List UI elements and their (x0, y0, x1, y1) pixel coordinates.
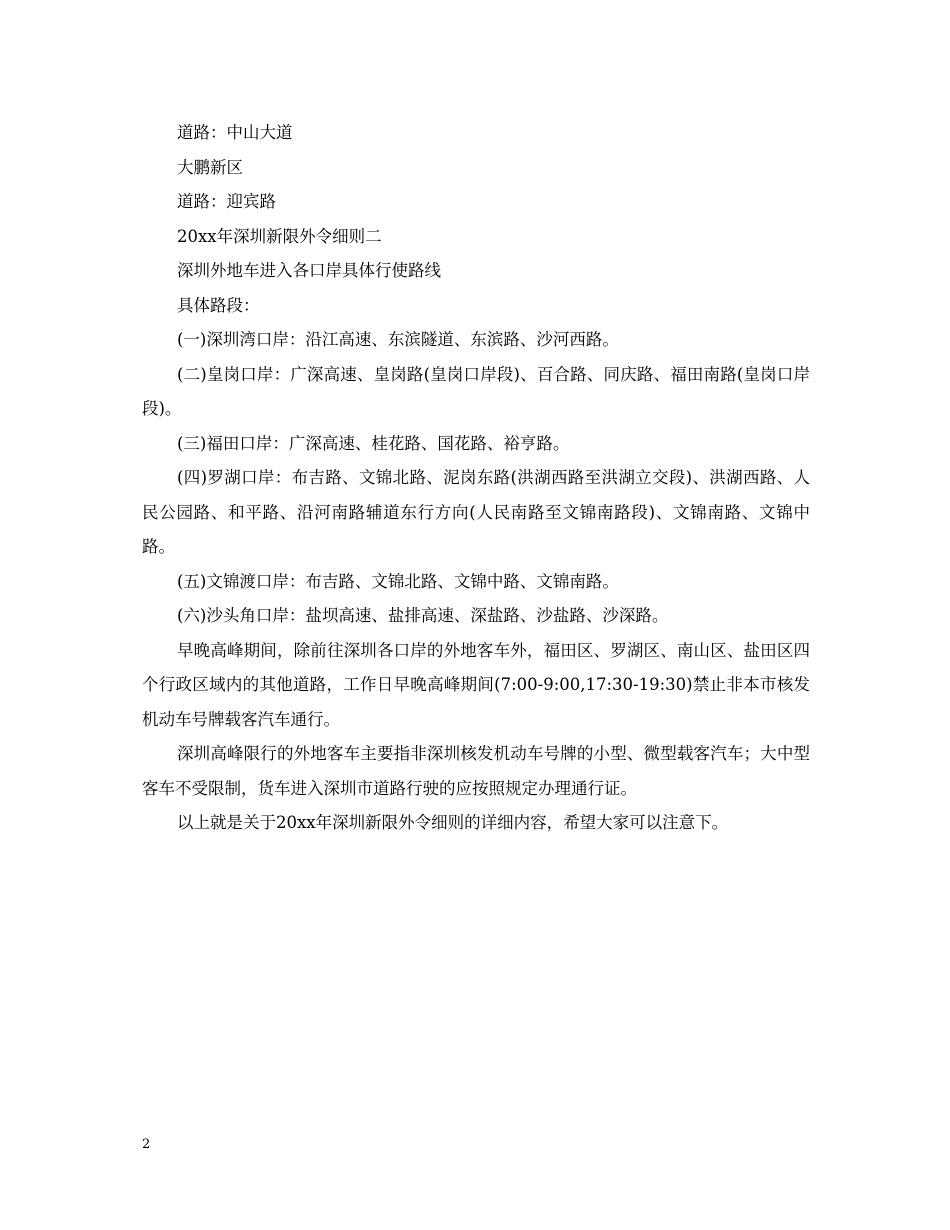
list-item-huanggang-port: (二)皇岗口岸：广深高速、皇岗路(皇岗口岸段)、百合路、同庆路、福田南路(皇岗口岸段)。 (142, 364, 810, 418)
page-number: 2 (142, 1137, 151, 1152)
list-item-shatoujiao-port: (六)沙头角口岸：盐坝高速、盐排高速、深盐路、沙盐路、沙深路。 (177, 606, 669, 625)
list-item-shenzhen-bay-port: (一)深圳湾口岸：沿江高速、东滨隧道、东滨路、沙河西路。 (177, 330, 619, 349)
paragraph-conclusion: 以上就是关于20xx年深圳新限外令细则的详细内容，希望大家可以注意下。 (177, 813, 729, 832)
paragraph-road-yingbin: 道路：迎宾路 (177, 192, 276, 211)
document-body (142, 116, 810, 841)
paragraph-vehicle-scope: 深圳高峰限行的外地客车主要指非深圳核发机动车号牌的小型、微型载客汽车；大中型客车不受限制，货车进入深圳市道路行驶的应按照规定办理通行证。 (142, 744, 810, 798)
paragraph-peak-hours-rule: 早晚高峰期间，除前往深圳各口岸的外地客车外，福田区、罗湖区、南山区、盐田区四个行政区域内的其他道路，工作日早晚高峰期间(7:00-9:00,17:30-19:30)禁止非本市核发机动车号牌载客汽车通行。 (142, 640, 810, 729)
list-item-wenjindu-port: (五)文锦渡口岸：布吉路、文锦北路、文锦中路、文锦南路。 (177, 571, 619, 591)
paragraph-route-intro: 具体路段： (177, 295, 260, 315)
section-subheading: 深圳外地车进入各口岸具体行使路线 (177, 261, 441, 280)
paragraph-dapeng-district: 大鹏新区 (177, 157, 243, 177)
list-item-luohu-port: (四)罗湖口岸：布吉路、文锦北路、泥岗东路(洪湖西路至洪湖立交段)、洪湖西路、人民公园路、和平路、沿河南路辅道东行方向(人民南路至文锦南路段)、文锦南路、文锦中路。 (142, 468, 810, 556)
list-item-futian-port: (三)福田口岸：广深高速、桂花路、国花路、裕亨路。 (177, 433, 570, 453)
section-heading: 20xx年深圳新限外令细则二 (177, 226, 382, 246)
paragraph-road-zhongshan: 道路：中山大道 (177, 123, 293, 142)
